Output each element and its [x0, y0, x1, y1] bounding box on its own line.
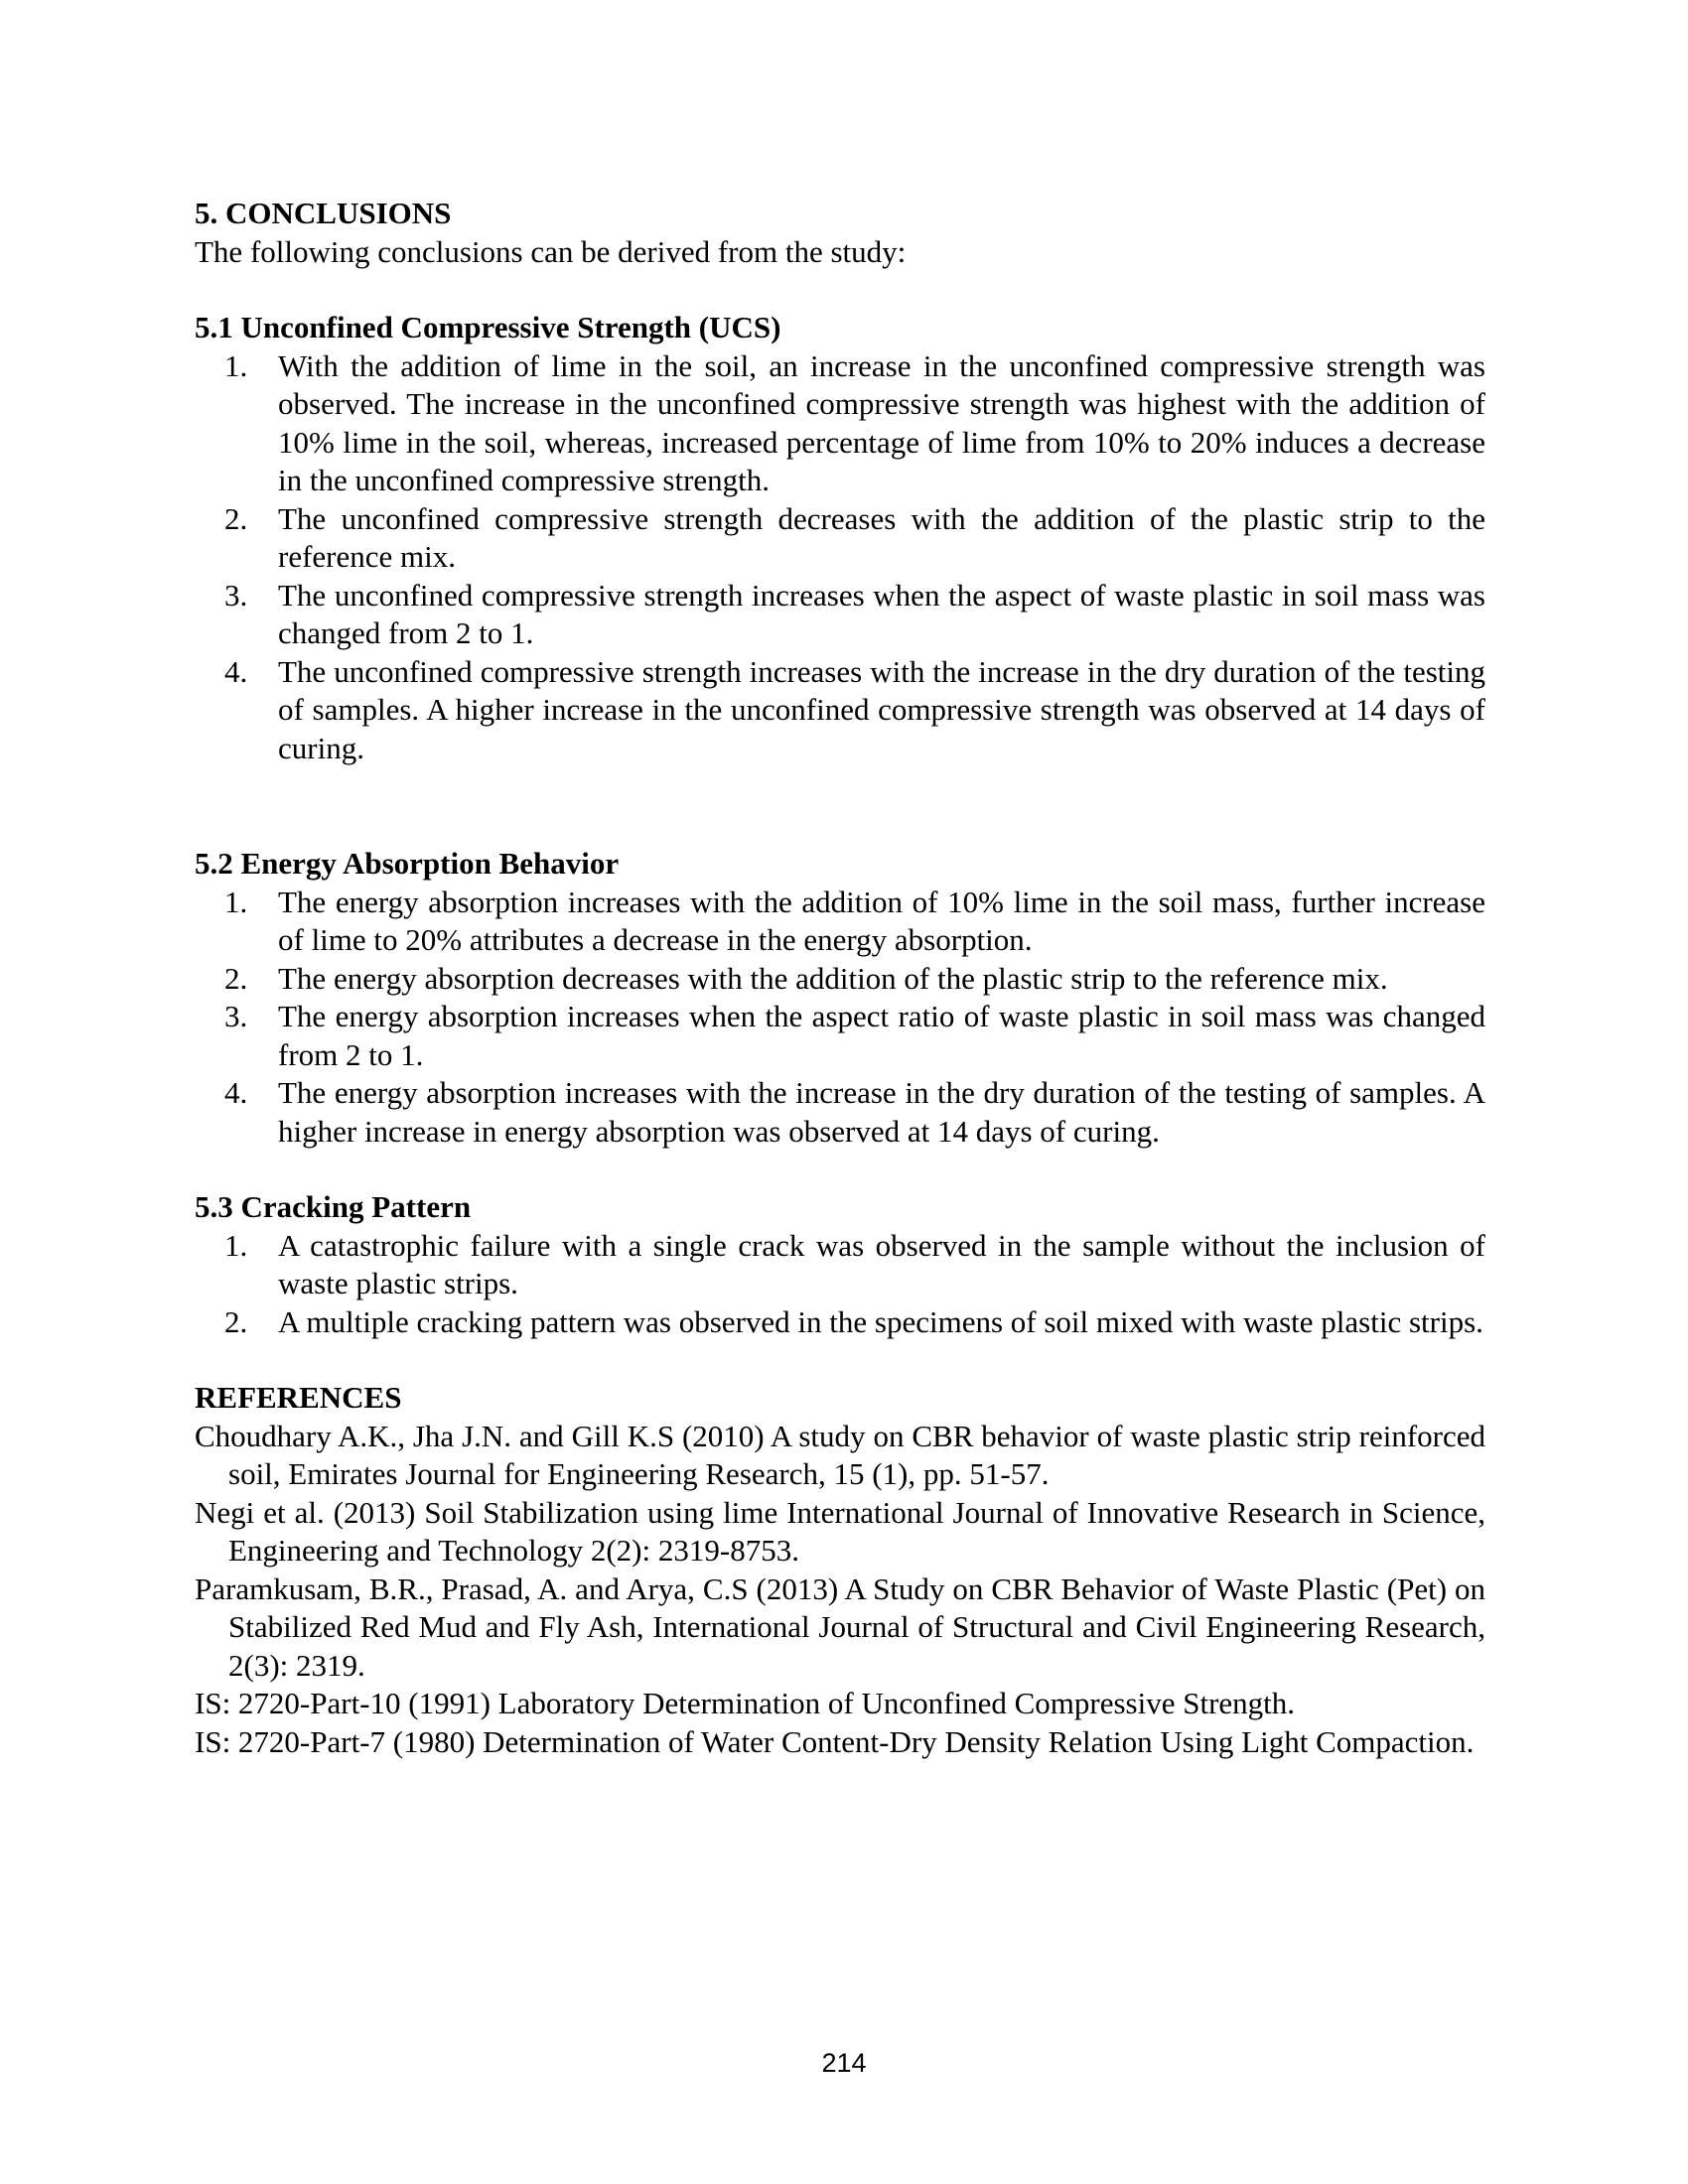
item-text: The energy absorption decreases with the addition of the plastic strip to the reference mix. [278, 960, 1388, 996]
list-item [195, 653, 1485, 768]
list-item [195, 1227, 1485, 1303]
page-content [195, 195, 1485, 1761]
item-number: 3. [224, 577, 248, 613]
reference-entry: IS: 2720-Part-10 (1991) Laboratory Determination of Unconfined Compressive Strength. [195, 1686, 1296, 1720]
item-text: A multiple cracking pattern was observed in the specimens of soil mixed with waste plastic strips. [278, 1303, 1483, 1339]
item-number: 1. [224, 884, 248, 919]
item-text: The energy absorption increases with the increase in the dry duration of the testing of samples. A higher increase in energy absorption was observed at 14 days of curing. [278, 1075, 1485, 1149]
item-number: 4. [224, 1075, 248, 1110]
item-number: 4. [224, 653, 248, 689]
conclusions-intro: The following conclusions can be derived from the study: [195, 233, 907, 269]
reference-entry: Paramkusam, B.R., Prasad, A. and Arya, C.S (2013) A Study on CBR Behavior of Waste Plastic (Pet) on Stabilized Red Mud and Fly Ash, International Journal of Structural and Civil Engineering Research, 2(3): 2319. [195, 1570, 1485, 1683]
section-cracking-pattern [195, 1188, 1485, 1341]
conclusions-heading: 5. CONCLUSIONS [195, 196, 452, 230]
item-text: With the addition of lime in the soil, an increase in the unconfined compressive strength was observed. The increase in the unconfined compressive strength was highest with the addition of 10% lime in the soil, whereas, increased percentage of lime from 10% to 20% induces a decrease in the unconfined compressive strength. [278, 347, 1485, 497]
numbered-list [195, 347, 1485, 768]
section-ucs [195, 309, 1485, 767]
references-section [195, 1379, 1485, 1761]
item-text: A catastrophic failure with a single crack was observed in the sample without the inclusion of waste plastic strips. [278, 1227, 1485, 1300]
numbered-list [195, 1227, 1485, 1342]
reference-entry: Negi et al. (2013) Soil Stabilization using lime International Journal of Innovative Research in Science, Engineering and Technology 2(2): 2319-8753. [195, 1494, 1485, 1568]
list-item [195, 884, 1485, 960]
list-item [195, 1074, 1485, 1151]
list-item [195, 998, 1485, 1074]
list-item [195, 347, 1485, 500]
item-text: The energy absorption increases with the addition of 10% lime in the soil mass, further increase of lime to 20% attributes a decrease in the energy absorption. [278, 884, 1485, 957]
list-item [195, 960, 1485, 999]
list-item [195, 577, 1485, 653]
section-heading: 5.2 Energy Absorption Behavior [195, 846, 620, 881]
list-item [195, 500, 1485, 577]
section-energy-absorption [195, 845, 1485, 1151]
item-number: 2. [224, 960, 248, 996]
item-text: The unconfined compressive strength decreases with the addition of the plastic strip to the reference mix. [278, 500, 1485, 574]
reference-entry: IS: 2720-Part-7 (1980) Determination of Water Content-Dry Density Relation Using Light Compaction. [195, 1723, 1475, 1759]
item-text: The unconfined compressive strength increases when the aspect of waste plastic in soil mass was changed from 2 to 1. [278, 577, 1485, 650]
item-number: 2. [224, 500, 248, 536]
list-item [195, 1303, 1485, 1342]
numbered-list [195, 884, 1485, 1152]
item-number: 1. [224, 1227, 248, 1263]
references-heading: REFERENCES [195, 1380, 402, 1415]
reference-entry: Choudhary A.K., Jha J.N. and Gill K.S (2010) A study on CBR behavior of waste plastic strip reinforced soil, Emirates Journal for Engineering Research, 15 (1), pp. 51-57. [195, 1418, 1485, 1491]
item-number: 2. [224, 1303, 248, 1339]
item-text: The energy absorption increases when the aspect ratio of waste plastic in soil mass was changed from 2 to 1. [278, 999, 1485, 1072]
item-number: 3. [224, 999, 248, 1033]
section-heading: 5.3 Cracking Pattern [195, 1189, 472, 1224]
item-number: 1. [224, 347, 248, 383]
section-heading: 5.1 Unconfined Compressive Strength (UCS) [195, 310, 781, 344]
page-number: 214 [821, 2048, 867, 2078]
item-text: The unconfined compressive strength increases with the increase in the dry duration of the testing of samples. A higher increase in the unconfined compressive strength was observed at 14 days of curing. [278, 653, 1485, 765]
